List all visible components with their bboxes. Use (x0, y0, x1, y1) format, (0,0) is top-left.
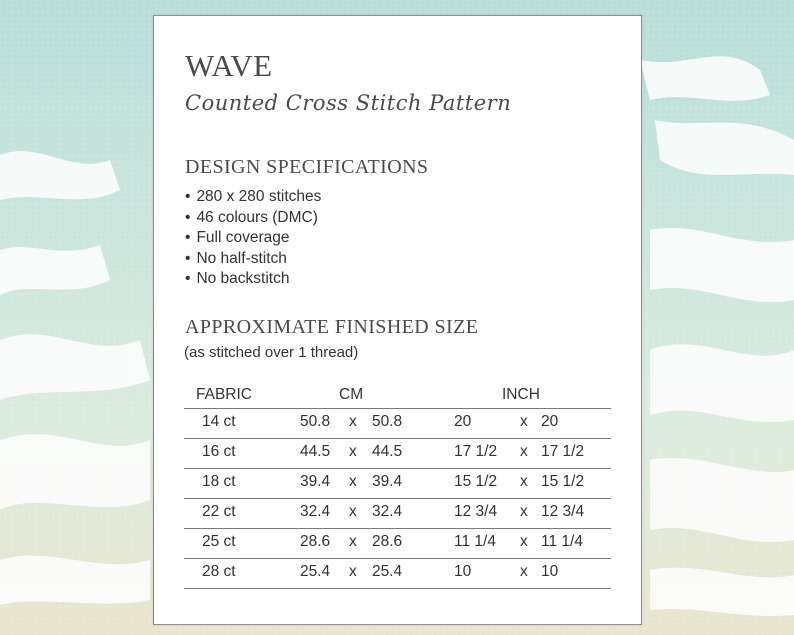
cell-cm-x: x (349, 563, 357, 580)
cell-in-h: 15 1/2 (541, 473, 585, 490)
header-cm: CM (339, 386, 364, 403)
cell-in-h: 20 (541, 413, 559, 430)
cell-in-w: 12 3/4 (454, 503, 498, 520)
table-row (184, 529, 611, 559)
header-inch: INCH (502, 386, 540, 403)
cell-cm-w: 32.4 (300, 503, 331, 520)
pattern-info-card (153, 15, 642, 625)
cell-fabric: 22 ct (202, 503, 236, 520)
table-row (184, 559, 611, 589)
cell-in-x: x (520, 563, 528, 580)
cell-in-h: 12 3/4 (541, 503, 585, 520)
cell-in-x: x (520, 473, 528, 490)
cell-fabric: 14 ct (202, 413, 236, 430)
pattern-title: WAVE (185, 48, 273, 83)
table-row (184, 469, 611, 499)
cell-cm-x: x (349, 413, 357, 430)
cell-in-w: 10 (454, 563, 472, 580)
cell-cm-x: x (349, 443, 357, 460)
cell-cm-w: 50.8 (300, 413, 331, 430)
cell-in-w: 20 (454, 413, 472, 430)
cell-cm-h: 28.6 (372, 533, 403, 550)
cell-in-h: 11 1/4 (541, 533, 583, 550)
cell-cm-h: 25.4 (372, 563, 403, 580)
cell-in-x: x (520, 503, 528, 520)
cell-cm-x: x (349, 533, 357, 550)
cell-fabric: 28 ct (202, 563, 236, 580)
header-fabric: FABRIC (196, 386, 252, 403)
cell-fabric: 25 ct (202, 533, 236, 550)
cell-cm-x: x (349, 503, 357, 520)
table-row (184, 499, 611, 529)
specs-list (185, 187, 321, 290)
cell-in-x: x (520, 443, 528, 460)
table-row (184, 409, 611, 439)
cell-in-w: 11 1/4 (454, 533, 496, 550)
cell-cm-h: 39.4 (372, 473, 403, 490)
finished-size-heading: APPROXIMATE FINISHED SIZE (185, 316, 479, 338)
cell-in-h: 10 (541, 563, 559, 580)
cell-cm-x: x (349, 473, 357, 490)
spec-item: • Full coverage (185, 228, 321, 249)
spec-item: • 280 x 280 stitches (185, 187, 321, 208)
cell-cm-w: 39.4 (300, 473, 331, 490)
cell-cm-h: 44.5 (372, 443, 403, 460)
spec-item: • 46 colours (DMC) (185, 208, 321, 229)
table-header-row (184, 386, 611, 409)
cell-cm-w: 25.4 (300, 563, 331, 580)
pattern-subtitle: Counted Cross Stitch Pattern (185, 91, 512, 115)
table-row (184, 439, 611, 469)
cell-in-x: x (520, 533, 528, 550)
table-body (184, 409, 611, 589)
cell-cm-w: 28.6 (300, 533, 331, 550)
cell-fabric: 16 ct (202, 443, 236, 460)
size-note: (as stitched over 1 thread) (184, 344, 359, 361)
cell-cm-h: 32.4 (372, 503, 403, 520)
spec-item: • No backstitch (185, 269, 321, 290)
cell-cm-h: 50.8 (372, 413, 403, 430)
design-specs-heading: DESIGN SPECIFICATIONS (185, 156, 429, 178)
spec-item: • No half-stitch (185, 249, 321, 270)
cell-in-h: 17 1/2 (541, 443, 585, 460)
size-table (184, 386, 611, 589)
cell-fabric: 18 ct (202, 473, 236, 490)
cell-in-w: 15 1/2 (454, 473, 498, 490)
cell-in-w: 17 1/2 (454, 443, 498, 460)
cell-in-x: x (520, 413, 528, 430)
cell-cm-w: 44.5 (300, 443, 331, 460)
